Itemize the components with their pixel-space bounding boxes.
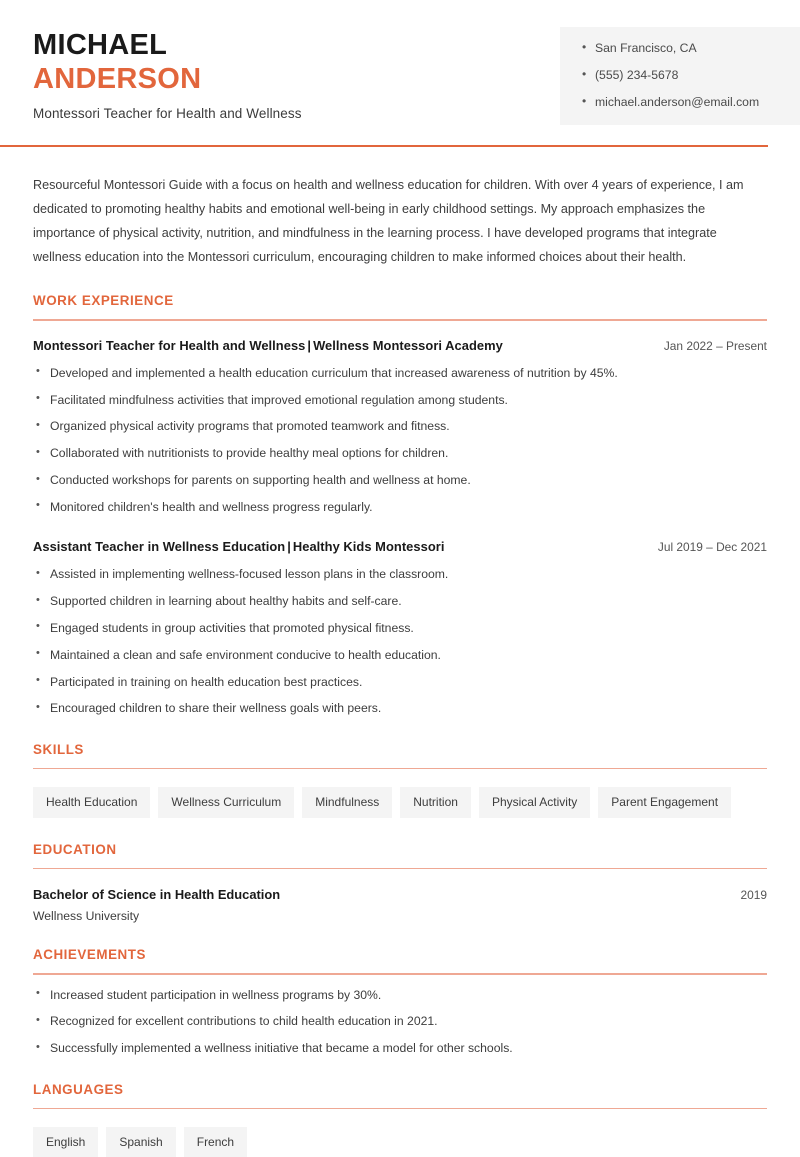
experience-title-line — [33, 338, 503, 353]
education-degree: Bachelor of Science in Health Education — [33, 887, 281, 903]
experience-bullets — [33, 566, 767, 717]
bullet-item: • Monitored children's health and wellness progress regularly. — [33, 499, 767, 516]
bullet-item: • Collaborated with nutritionists to provide healthy meal options for children. — [33, 445, 767, 462]
bullet-item: • Supported children in learning about healthy habits and self-care. — [33, 593, 767, 610]
experience-date: Jul 2019 – Dec 2021 — [657, 540, 767, 555]
achievements-bullets — [33, 987, 767, 1058]
bullet-item: • Participated in training on health education best practices. — [33, 674, 767, 691]
experience-entry — [33, 539, 767, 717]
section-rule — [33, 973, 767, 975]
experience-company: Wellness Montessori Academy — [313, 337, 503, 353]
bullet-item: • Organized physical activity programs that promoted teamwork and fitness. — [33, 418, 767, 435]
resume-header — [0, 0, 800, 125]
title-separator: | — [287, 539, 291, 555]
title-separator: | — [307, 337, 312, 353]
section-rule — [33, 768, 767, 770]
experience-entry-head — [33, 539, 767, 554]
language-chip: English — [33, 1127, 98, 1157]
section-rule — [33, 319, 767, 321]
first-name: MICHAEL — [33, 29, 168, 61]
experience-date: Jan 2022 – Present — [663, 338, 767, 353]
resume-body — [0, 173, 800, 1157]
contact-list — [582, 41, 800, 111]
bullet-item: • Recognized for excellent contributions to child health education in 2021. — [33, 1013, 767, 1030]
bullet-item: • Successfully implemented a wellness initiative that became a model for other schools. — [33, 1040, 767, 1057]
contact-phone[interactable]: • (555) 234-5678 — [582, 68, 800, 84]
skill-chip: Physical Activity — [479, 787, 590, 817]
bullet-item: • Maintained a clean and safe environment conducive to health education. — [33, 647, 767, 664]
last-name: ANDERSON — [33, 63, 202, 96]
education-entry-head — [33, 887, 767, 902]
education-entry — [33, 887, 767, 923]
bullet-item: • Conducted workshops for parents on supporting health and wellness at home. — [33, 472, 767, 489]
header-accent-rule — [0, 145, 768, 147]
experience-role: Assistant Teacher in Wellness Education — [33, 539, 286, 555]
bullet-item: • Increased student participation in wellness programs by 30%. — [33, 987, 767, 1004]
experience-company: Healthy Kids Montessori — [292, 539, 445, 555]
skill-chip: Parent Engagement — [598, 787, 731, 817]
contact-box — [560, 27, 800, 125]
bullet-item: • Engaged students in group activities that promoted physical fitness. — [33, 620, 767, 637]
skill-chip: Wellness Curriculum — [158, 787, 294, 817]
section-title-achievements: ACHIEVEMENTS — [33, 947, 146, 963]
skill-chip: Health Education — [33, 787, 150, 817]
headline-job-title: Montessori Teacher for Health and Wellness — [33, 106, 302, 122]
contact-location: • San Francisco, CA — [582, 41, 800, 57]
section-title-languages: LANGUAGES — [33, 1081, 124, 1097]
education-school: Wellness University — [33, 909, 140, 924]
section-title-work-experience: WORK EXPERIENCE — [33, 293, 174, 309]
skills-chip-list — [33, 787, 767, 817]
section-title-skills: SKILLS — [33, 741, 84, 757]
bullet-item: • Facilitated mindfulness activities that improved emotional regulation among students. — [33, 392, 767, 409]
section-education — [33, 842, 767, 924]
language-chip: French — [184, 1127, 247, 1157]
section-achievements — [33, 947, 767, 1057]
section-title-education: EDUCATION — [33, 841, 117, 857]
section-rule — [33, 868, 767, 870]
experience-entry-head — [33, 338, 767, 353]
languages-chip-list — [33, 1127, 767, 1157]
experience-title-line — [33, 539, 444, 554]
bullet-item: • Encouraged children to share their wellness goals with peers. — [33, 700, 767, 717]
experience-entry — [33, 338, 767, 516]
language-chip: Spanish — [106, 1127, 175, 1157]
experience-role: Montessori Teacher for Health and Wellness — [33, 337, 306, 353]
section-languages — [33, 1082, 767, 1157]
section-work-experience — [33, 293, 767, 717]
section-skills — [33, 742, 767, 818]
professional-summary: Resourceful Montessori Guide with a focus on health and wellness education for children. With over 4 years of experience, I am dedicated to promoting healthy habits and emotional well-being in early childhood settings. My approach emphasizes the importance of physical activity, nutrition, and mindfulness in the learning process. I have developed programs that integrate wellness education into the Montessori curriculum, encouraging children to make informed choices about their health. — [33, 177, 744, 265]
identity-block — [0, 24, 302, 121]
experience-bullets — [33, 365, 767, 516]
education-year: 2019 — [740, 888, 767, 903]
contact-email[interactable]: • michael.anderson@email.com — [582, 95, 800, 111]
bullet-item: • Assisted in implementing wellness-focused lesson plans in the classroom. — [33, 566, 767, 583]
section-rule — [33, 1108, 767, 1110]
bullet-item: • Developed and implemented a health education curriculum that increased awareness of nutrition by 45%. — [33, 365, 767, 382]
skill-chip: Nutrition — [400, 787, 471, 817]
skill-chip: Mindfulness — [302, 787, 392, 817]
